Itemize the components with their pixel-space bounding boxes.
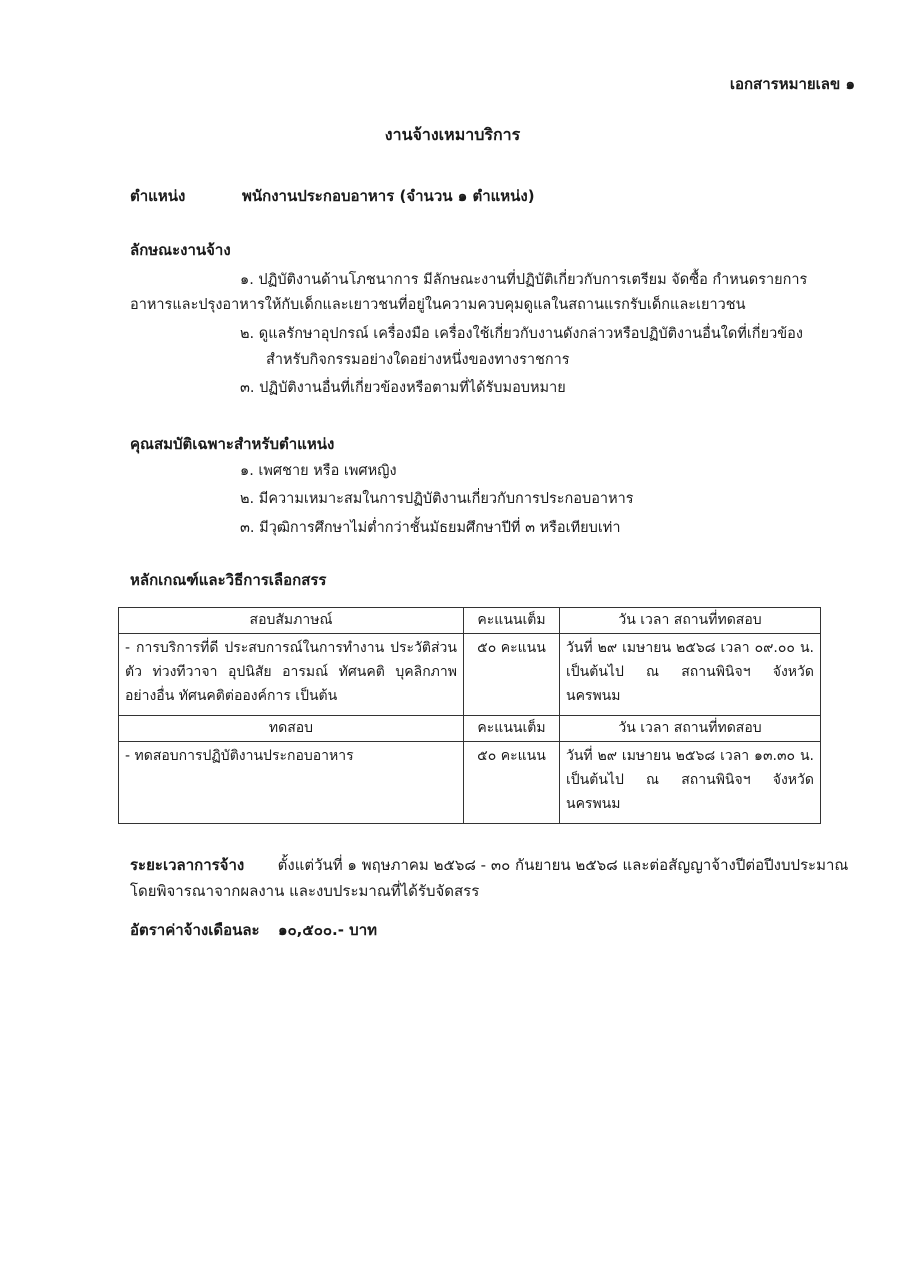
table-row: [119, 742, 821, 824]
duration-label: ระยะเวลาการจ้าง: [130, 856, 245, 874]
wage-value: ๑๐,๕๐๐.- บาท: [278, 921, 378, 939]
qualification-item-1: ๑. เพศชาย หรือ เพศหญิง: [240, 463, 397, 479]
document-number: เอกสารหมายเลข ๑: [729, 75, 855, 93]
test-schedule-header: วัน เวลา สถานที่ทดสอบ: [560, 716, 821, 742]
selection-heading: หลักเกณฑ์และวิธีการเลือกสรร: [130, 571, 327, 589]
test-score-header: คะแนนเต็ม: [464, 716, 560, 742]
job-item-1-line-2: อาหารและปรุงอาหารให้กับเด็กและเยาวชนที่อยู่ในความควบคุมดูแลในสถานแรกรับเด็กและเยาวชน: [130, 297, 746, 313]
interview-content: - การบริการที่ดี ประสบการณ์ในการทำงาน ประวัติส่วนตัว ท่วงทีวาจา อุปนิสัย อารมณ์ ทัศนคติ บุคลิกภาพอย่างอื่น ทัศนคติต่อองค์การ เป็นต้น: [119, 634, 464, 716]
interview-schedule-header: วัน เวลา สถานที่ทดสอบ: [560, 608, 821, 634]
interview-schedule: วันที่ ๒๙ เมษายน ๒๕๖๘ เวลา ๐๙.๐๐ น. เป็นต้นไป ณ สถานพินิจฯ จังหวัดนครพนม: [560, 634, 821, 716]
job-item-1-line-1: ๑. ปฏิบัติงานด้านโภชนาการ มีลักษณะงานที่ปฏิบัติเกี่ยวกับการเตรียม จัดซื้อ กำหนดรายการ: [240, 272, 808, 288]
job-item-3: ๓. ปฏิบัติงานอื่นที่เกี่ยวข้องหรือตามที่ได้รับมอบหมาย: [240, 380, 566, 396]
table-row: [119, 608, 821, 634]
selection-table: [118, 607, 821, 824]
table-row: [119, 716, 821, 742]
test-score: ๕๐ คะแนน: [464, 742, 560, 824]
test-schedule: วันที่ ๒๙ เมษายน ๒๕๖๘ เวลา ๑๓.๓๐ น. เป็นต้นไป ณ สถานพินิจฯ จังหวัดนครพนม: [560, 742, 821, 824]
qualification-item-2: ๒. มีความเหมาะสมในการปฏิบัติงานเกี่ยวกับการประกอบอาหาร: [240, 491, 634, 507]
interview-score: ๕๐ คะแนน: [464, 634, 560, 716]
duration-text: ตั้งแต่วันที่ ๑ พฤษภาคม ๒๕๖๘ - ๓๐ กันยายน ๒๕๖๘ และต่อสัญญาจ้างปีต่อปีงบประมาณ โดยพิจารณาจากผลงาน และงบประมาณที่ได้รับจัดสรร: [130, 856, 849, 901]
document-title: งานจ้างเหมาบริการ: [384, 125, 521, 144]
position-value: พนักงานประกอบอาหาร (จำนวน ๑ ตำแหน่ง): [242, 187, 535, 205]
job-item-2-line-1: ๒. ดูแลรักษาอุปกรณ์ เครื่องมือ เครื่องใช้เกี่ยวกับงานดังกล่าวหรือปฏิบัติงานอื่นใดที่เกี่ยวข้อง: [240, 326, 803, 342]
job-nature-heading: ลักษณะงานจ้าง: [130, 241, 231, 259]
qualifications-heading: คุณสมบัติเฉพาะสำหรับตำแหน่ง: [130, 435, 335, 453]
table-row: [119, 634, 821, 716]
test-content: - ทดสอบการปฏิบัติงานประกอบอาหาร: [119, 742, 464, 824]
position-label: ตำแหน่ง: [130, 187, 186, 205]
test-header: ทดสอบ: [119, 716, 464, 742]
qualification-item-3: ๓. มีวุฒิการศึกษาไม่ต่ำกว่าชั้นมัธยมศึกษาปีที่ ๓ หรือเทียบเท่า: [240, 520, 621, 536]
job-item-2-line-2: สำหรับกิจกรรมอย่างใดอย่างหนึ่งของทางราชการ: [266, 352, 570, 368]
wage-label: อัตราค่าจ้างเดือนละ: [130, 921, 260, 939]
duration-paragraph: [130, 852, 850, 905]
interview-score-header: คะแนนเต็ม: [464, 608, 560, 634]
interview-header: สอบสัมภาษณ์: [119, 608, 464, 634]
